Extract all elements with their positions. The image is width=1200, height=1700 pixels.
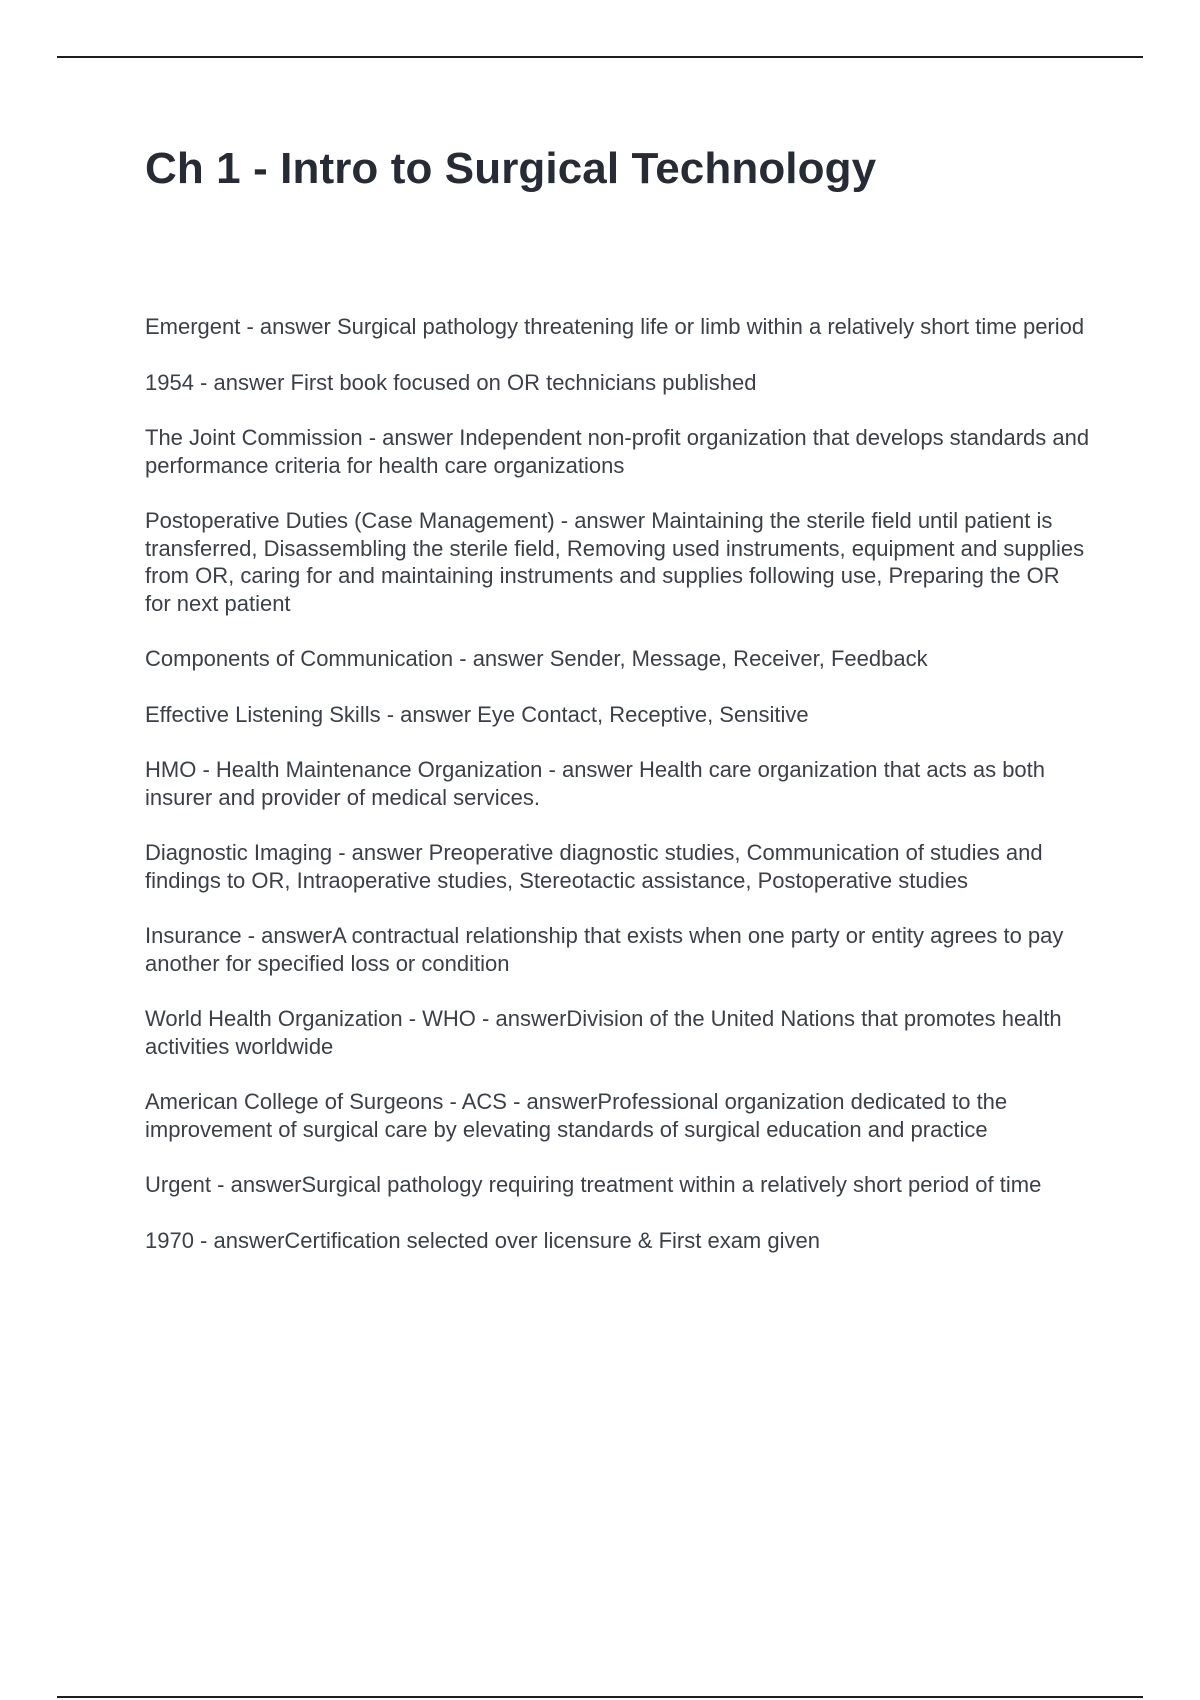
flashcard-entry: Urgent - answerSurgical pathology requiring treatment within a relatively short period of time (145, 1172, 1042, 1197)
flashcard-entry: Effective Listening Skills - answer Eye Contact, Receptive, Sensitive (145, 701, 809, 727)
flashcard-list (145, 313, 1090, 1282)
flashcard-entry: Postoperative Duties (Case Management) - answer Maintaining the sterile field until patient is transferred, Disassembling the sterile field, Removing used instruments, equipment and supplies from OR, caring for and maintaining instruments and supplies following use, Preparing the OR for next patient (145, 508, 1085, 616)
flashcard-entry: Diagnostic Imaging - answer Preoperative diagnostic studies, Communication of studies and findings to OR, Intraoperative studies, Stereotactic assistance, Postoperative studies (145, 840, 1043, 893)
flashcard-entry: Insurance - answerA contractual relationship that exists when one party or entity agrees to pay another for specified loss or condition (145, 923, 1064, 976)
flashcard-entry: The Joint Commission - answer Independent non-profit organization that develops standards and performance criteria for health care organizations (145, 425, 1090, 478)
flashcard-entry: World Health Organization - WHO - answerDivision of the United Nations that promotes health activities worldwide (145, 1006, 1062, 1059)
bottom-rule (57, 1696, 1143, 1698)
flashcard-entry: 1954 - answer First book focused on OR technicians published (145, 369, 757, 395)
flashcard-entry: American College of Surgeons - ACS - answerProfessional organization dedicated to the improvement of surgical care by elevating standards of surgical education and practice (145, 1089, 1008, 1142)
page-title: Ch 1 - Intro to Surgical Technology (145, 144, 877, 193)
flashcard-entry: Components of Communication - answer Sender, Message, Receiver, Feedback (145, 646, 928, 671)
top-rule (57, 56, 1143, 58)
flashcard-entry: HMO - Health Maintenance Organization - answer Health care organization that acts as both insurer and provider of medical services. (145, 757, 1046, 810)
flashcard-entry: 1970 - answerCertification selected over licensure & First exam given (145, 1227, 820, 1253)
flashcard-entry: Emergent - answer Surgical pathology threatening life or limb within a relatively short time period (145, 314, 1085, 339)
